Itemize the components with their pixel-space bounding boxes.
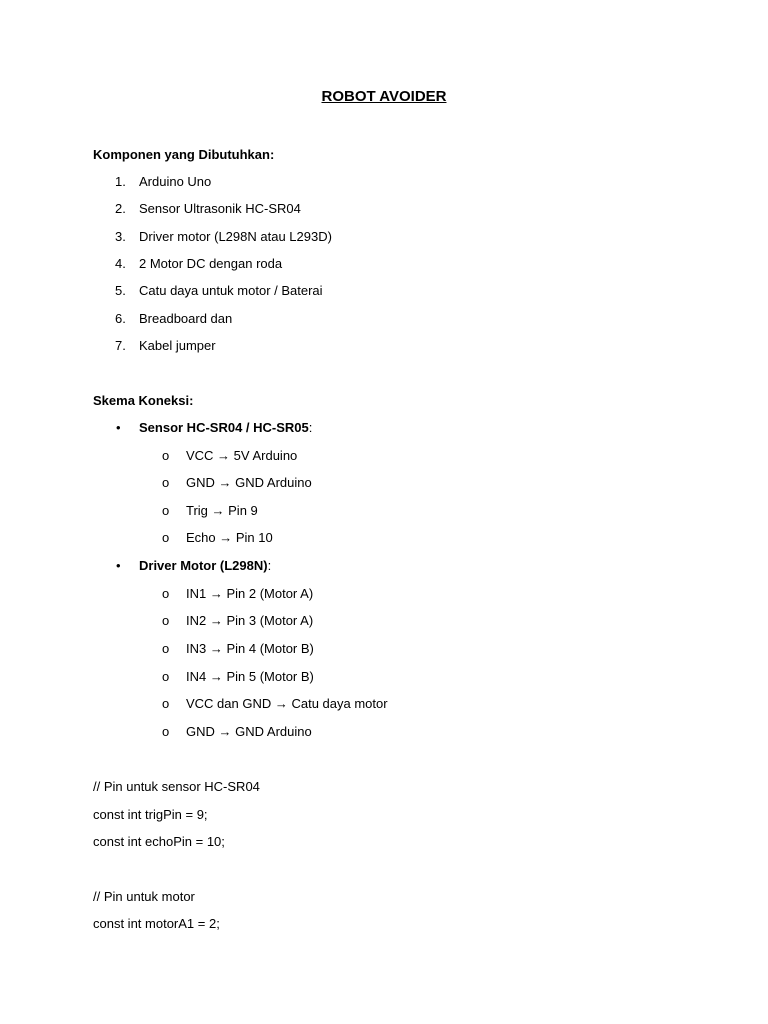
sub-bullet-icon: o [162,696,170,711]
list-number: 7. [115,338,126,353]
list-item: IN4 → Pin 5 (Motor B) [186,669,314,684]
sub-bullet-icon: o [162,475,170,490]
driver-label-bold: Driver Motor (L298N) [139,558,268,573]
sub-bullet-icon: o [162,448,170,463]
list-number: 2. [115,201,126,216]
code-line: const int motorA1 = 2; [93,916,220,931]
list-number: 4. [115,256,126,271]
list-item: Kabel jumper [139,338,216,353]
list-item: Sensor Ultrasonik HC-SR04 [139,201,301,216]
driver-label [139,557,271,575]
sensor-label [139,419,312,437]
list-item: Echo → Pin 10 [186,530,273,545]
sub-bullet-icon: o [162,530,170,545]
list-number: 5. [115,283,126,298]
sensor-label-bold: Sensor HC-SR04 / HC-SR05 [139,420,309,435]
list-number: 6. [115,311,126,326]
bullet-icon: • [116,420,121,435]
page-title: ROBOT AVOIDER [321,88,447,105]
sub-bullet-icon: o [162,724,170,739]
list-item: Breadboard dan [139,311,233,326]
list-item: IN3 → Pin 4 (Motor B) [186,641,314,656]
sensor-label-colon: : [308,420,313,435]
list-item: GND → GND Arduino [186,475,312,490]
driver-label-colon: : [267,558,272,573]
sub-bullet-icon: o [162,669,170,684]
list-item: Arduino Uno [139,174,212,189]
list-item: IN2 → Pin 3 (Motor A) [186,613,314,628]
list-number: 3. [115,229,126,244]
sub-bullet-icon: o [162,613,170,628]
list-item: VCC dan GND → Catu daya motor [186,696,388,711]
bullet-icon: • [116,558,121,573]
components-heading: Komponen yang Dibutuhkan: [93,147,275,162]
sub-bullet-icon: o [162,586,170,601]
code-line: // Pin untuk motor [93,889,195,904]
code-line: const int echoPin = 10; [93,834,225,849]
sub-bullet-icon: o [162,641,170,656]
schema-heading: Skema Koneksi: [93,393,194,408]
code-line: // Pin untuk sensor HC-SR04 [93,779,260,794]
list-item: Trig → Pin 9 [186,503,258,518]
list-item: GND → GND Arduino [186,724,312,739]
sub-bullet-icon: o [162,503,170,518]
list-item: IN1 → Pin 2 (Motor A) [186,586,314,601]
list-item: Driver motor (L298N atau L293D) [139,229,332,244]
list-number: 1. [115,174,126,189]
code-line: const int trigPin = 9; [93,807,208,822]
list-item: Catu daya untuk motor / Baterai [139,283,323,298]
list-item: 2 Motor DC dengan roda [139,256,283,271]
list-item: VCC → 5V Arduino [186,448,298,463]
